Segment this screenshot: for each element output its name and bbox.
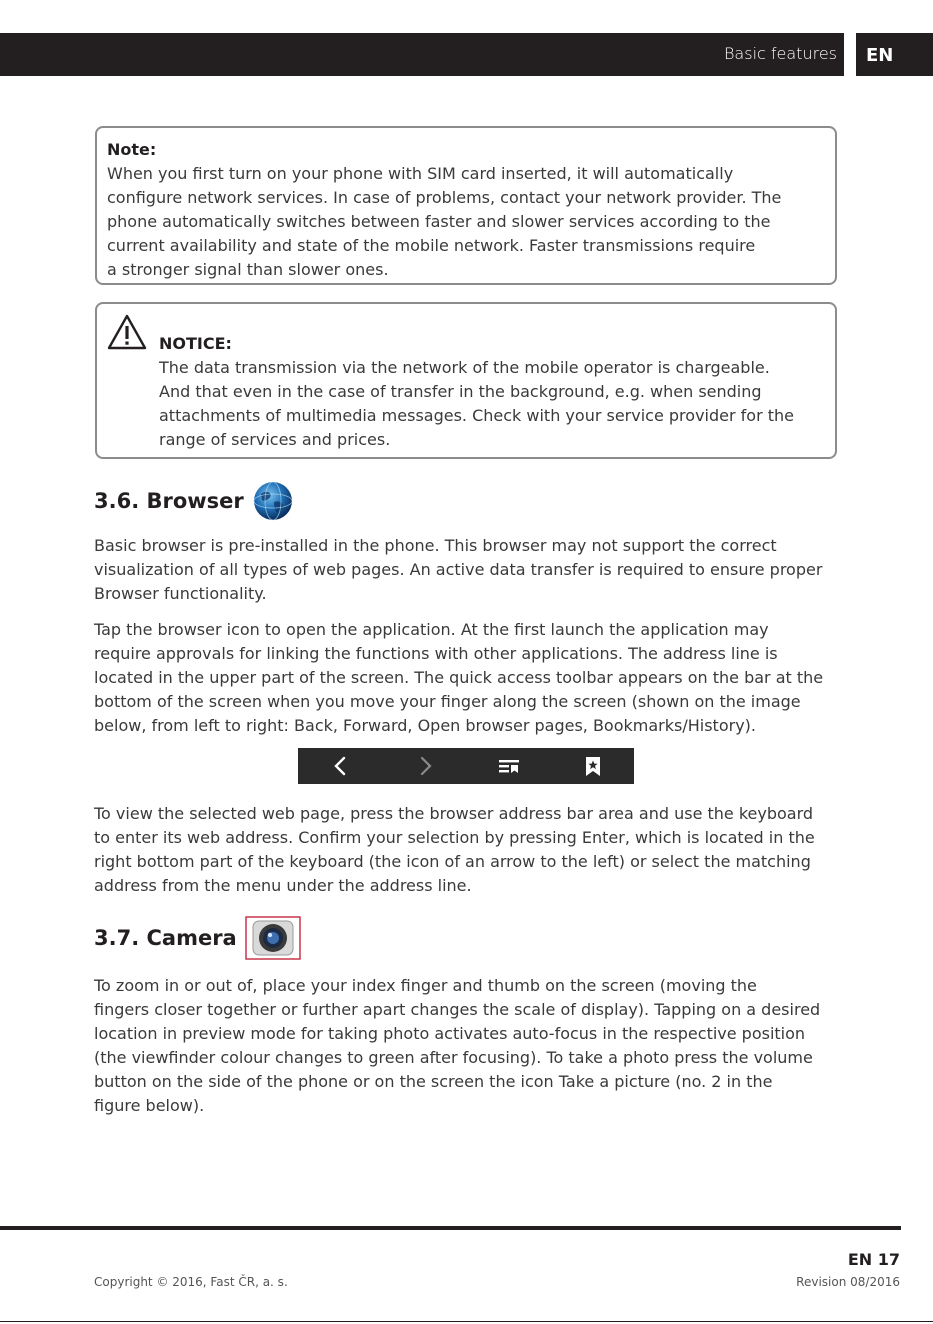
notice-content	[159, 332, 819, 452]
header-section-title: Basic features	[723, 44, 837, 63]
footer-page-number: EN 17	[847, 1250, 900, 1269]
bookmarks-icon[interactable]	[582, 755, 604, 777]
footer-divider	[0, 1226, 901, 1230]
browser-paragraph-1: Basic browser is pre-installed in the phone. This browser may not support the correct visualization of all types of web pages. An active data transfer is required to ensure proper Browser functionality.	[94, 536, 823, 603]
notice-text: The data transmission via the network of the mobile operator is chargeable. And that even in the case of transfer in the background, e.g. when sending attachments of multimedia messages. Check with your service provider for the range of services and prices.	[159, 358, 794, 449]
warning-icon	[107, 314, 147, 350]
bottom-border	[0, 1321, 933, 1322]
browser-pages-icon[interactable]	[498, 755, 520, 777]
browser-heading-text: 3.6. Browser	[94, 489, 244, 513]
camera-paragraph-1: To zoom in or out of, place your index finger and thumb on the screen (moving the fingers closer together or further apart changes the scale of display). Tapping on a desired location in preview mode for taking photo activates auto-focus in the respective position (the viewfinder colour changes to green after focusing). To take a photo press the volume button on the side of the phone or on the screen the icon Take a picture (no. 2 in the figure below).	[94, 976, 821, 1115]
browser-quick-toolbar	[298, 748, 634, 784]
browser-paragraph-2: Tap the browser icon to open the application. At the first launch the application may require approvals for linking the functions with other applications. The address line is located in the upper part of the screen. The quick access toolbar appears on the bar at the bottom of the screen when you move your finger along the screen (shown on the image below, from left to right: Back, Forward, Open browser pages, Bookmarks/History).	[94, 620, 824, 735]
browser-section-heading	[94, 480, 294, 522]
back-icon[interactable]	[330, 755, 352, 777]
footer-copyright: Copyright © 2016, Fast ČR, a. s.	[94, 1275, 288, 1289]
note-title: Note:	[107, 140, 157, 159]
header-language-label: EN	[856, 33, 933, 76]
notice-box	[95, 302, 837, 459]
forward-icon[interactable]	[414, 755, 436, 777]
browser-globe-icon	[252, 480, 294, 522]
note-box	[95, 126, 837, 285]
camera-section-heading	[94, 916, 301, 960]
note-text: When you first turn on your phone with SIM card inserted, it will automatically configure network services. In case of problems, contact your network provider. The phone automatically switches between faster and slower services according to the current availability and state of the mobile network. Faster transmissions require a stronger signal than slower ones.	[107, 164, 782, 279]
camera-heading-text: 3.7. Camera	[94, 926, 237, 950]
notice-title: NOTICE:	[159, 334, 232, 353]
footer-revision: Revision 08/2016	[796, 1275, 900, 1289]
header-bar	[0, 33, 844, 76]
browser-paragraph-3: To view the selected web page, press the browser address bar area and use the keyboard to enter its web address. Confirm your selection by pressing Enter, which is located in the right bottom part of the keyboard (the icon of an arrow to the left) or select the matching address from the menu under the address line.	[94, 804, 815, 895]
camera-app-icon	[245, 916, 301, 960]
